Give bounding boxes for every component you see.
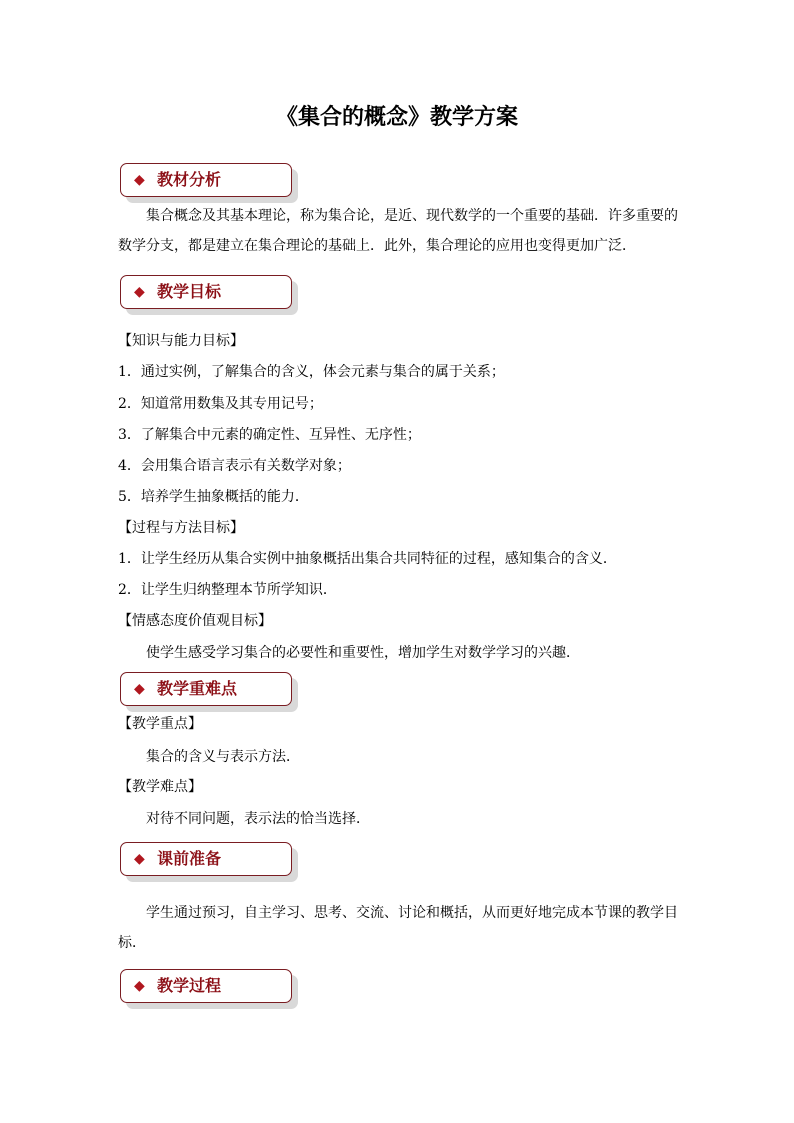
knowledge-goal-item: 1．通过实例，了解集合的含义，体会元素与集合的属于关系；	[118, 364, 505, 380]
heading-box	[120, 163, 292, 197]
diamond-bullet-icon: ◆	[134, 284, 145, 300]
diamond-bullet-icon: ◆	[134, 681, 145, 697]
heading-box	[120, 672, 292, 706]
section-heading-goals	[120, 275, 306, 315]
heading-box	[120, 842, 292, 876]
section-heading-process	[120, 969, 306, 1009]
knowledge-goal-item: 4．会用集合语言表示有关数学对象；	[118, 458, 351, 474]
section-heading-label: 教材分析	[157, 170, 222, 189]
difficulty-label: 【教学难点】	[118, 779, 202, 795]
focus-text: 集合的含义与表示方法．	[146, 749, 300, 765]
section-heading-analysis	[120, 163, 306, 203]
process-goal-item: 2．让学生归纳整理本节所学知识．	[118, 582, 337, 598]
process-goals-label: 【过程与方法目标】	[118, 520, 244, 536]
section-heading-label: 课前准备	[157, 849, 222, 868]
section-heading-preparation	[120, 842, 306, 882]
section-heading-label: 教学重难点	[157, 679, 238, 698]
section-heading-key-points	[120, 672, 306, 712]
knowledge-goal-item: 3．了解集合中元素的确定性、互异性、无序性；	[118, 427, 421, 443]
process-goal-item: 1．让学生经历从集合实例中抽象概括出集合共同特征的过程，感知集合的含义．	[118, 551, 617, 567]
analysis-paragraph: 集合概念及其基本理论，称为集合论，是近、现代数学的一个重要的基础．许多重要的数学分支，都是建立在集合理论的基础上．此外，集合理论的应用也变得更加广泛．	[118, 208, 678, 254]
section-heading-label: 教学目标	[157, 282, 222, 301]
knowledge-goals-label: 【知识与能力目标】	[118, 333, 244, 349]
emotion-goals-label: 【情感态度价值观目标】	[118, 613, 272, 629]
difficulty-text: 对待不同问题，表示法的恰当选择．	[146, 811, 370, 827]
diamond-bullet-icon: ◆	[134, 978, 145, 994]
document-title: 《集合的概念》教学方案	[275, 104, 518, 130]
diamond-bullet-icon: ◆	[134, 851, 145, 867]
diamond-bullet-icon: ◆	[134, 172, 145, 188]
section-heading-label: 教学过程	[157, 976, 222, 995]
focus-label: 【教学重点】	[118, 716, 202, 732]
heading-box	[120, 275, 292, 309]
emotion-goal-text: 使学生感受学习集合的必要性和重要性，增加学生对数学学习的兴趣．	[146, 645, 580, 661]
preparation-paragraph: 学生通过预习，自主学习、思考、交流、讨论和概括，从而更好地完成本节课的教学目标．	[118, 905, 678, 951]
heading-box	[120, 969, 292, 1003]
knowledge-goal-item: 2．知道常用数集及其专用记号；	[118, 396, 323, 412]
knowledge-goal-item: 5．培养学生抽象概括的能力．	[118, 489, 309, 505]
